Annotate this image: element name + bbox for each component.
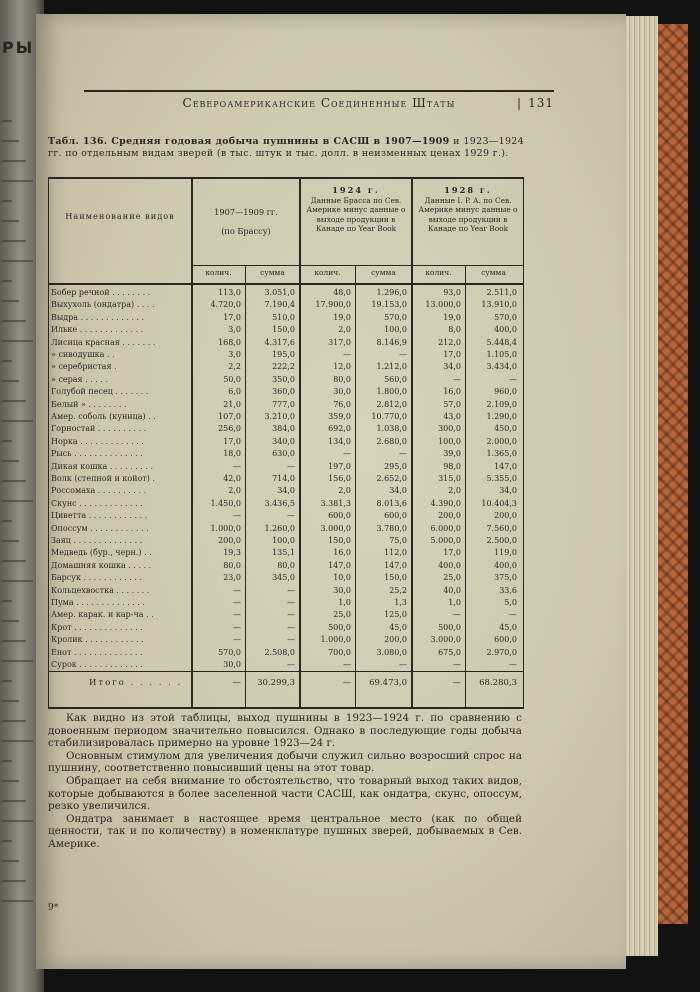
table-cell: 3.000,0 [320,523,351,533]
species-name: Голубой песец . . . . . . . [51,387,149,397]
table-cell: 317,0 [328,337,351,347]
table-row [49,350,523,360]
table-cell: 19.153,0 [371,300,407,310]
table-cell: 112,0 [384,548,407,558]
table-cell: 25,0 [443,573,461,583]
table-cell: 93,0 [443,288,461,297]
table-cell: 100,0 [272,536,295,545]
table-cell: 1,3 [394,598,407,607]
table-cell: — [343,350,351,359]
table-cell: 340,0 [272,436,295,446]
table-cell: 34,0 [277,486,295,496]
species-name: Белый » . . . . . . . . [51,399,127,409]
table-cell: 75,0 [389,536,407,545]
header-group-1924 [303,185,409,234]
table-cell: 570,0 [218,647,241,657]
table-cell: 2.812,0 [376,399,407,409]
table-cell: 119,0 [494,548,517,558]
table-cell: — [287,511,295,521]
table-cell: 19,3 [223,548,241,558]
species-name: Пума . . . . . . . . . . . . . . [51,598,145,607]
table-cell: 1.038,0 [376,424,407,434]
table-cell: 359,0 [328,412,351,421]
table-cell: 33,6 [499,585,517,595]
table-cell: 34,0 [443,362,461,372]
table-caption-text: и 1923—1924 гг. по отдельным видам зверей (в тыс. штук и тыс. долл. в неизменных ценах 1929 г.). [48,136,524,159]
table-cell: 30,0 [223,660,241,669]
table-row [49,511,523,521]
table-cell: 18,0 [223,449,241,459]
table-row [49,424,523,434]
table-cell: 147,0 [384,560,407,570]
species-name: Горностай . . . . . . . . . . [51,424,147,434]
table-cell: 156,0 [328,474,351,483]
header-group-1928-label: 1928 г. [444,185,492,195]
table-cell: 10.770,0 [371,412,407,421]
table-cell: 8.013,6 [376,498,407,508]
species-name: » сиводушка . . [51,350,115,359]
table-cell: — [233,635,241,645]
table-cell: 4.317,6 [264,337,295,347]
table-cell: 16,0 [333,548,351,558]
species-name: Опоссум . . . . . . . . . . . . [51,523,149,533]
table-cell: 23,0 [223,573,241,583]
previous-page-title: РЫ [2,38,35,57]
table-cell: 400,0 [494,560,517,570]
table-cell: 34,0 [499,486,517,496]
table-cell: 17.900,0 [315,300,351,310]
table-row [49,313,523,323]
table-cell: 675,0 [438,647,461,657]
table-row [49,660,523,670]
table-cell: 113,0 [218,288,241,297]
table-cell: 1,0 [338,598,351,607]
table-cell: 50,0 [223,374,241,384]
table-row [49,300,523,310]
table-row [49,325,523,335]
header-group-1928 [415,185,521,234]
table-cell: 1.000,0 [210,523,241,533]
species-name: Кольцехвостка . . . . . . . [51,585,150,595]
table-cell: 6,0 [228,387,241,397]
subheader-sum: сумма [481,268,506,277]
species-name: Выхухоль (ондатра) . . . . [51,300,155,310]
table-row [49,338,523,348]
subheader-qty: колич. [205,268,232,277]
table-row [49,536,523,546]
table-cell: 350,0 [272,374,295,384]
table-cell: 400,0 [438,560,461,570]
table-cell: 39,0 [443,449,461,459]
table-cell: 98,0 [443,461,461,471]
table-cell: 2,0 [338,486,351,496]
table-cell: 10.404,3 [481,498,517,508]
table-cell: — [399,350,407,359]
table-cell: 777,0 [272,399,295,409]
table-cell: 3,0 [228,350,241,359]
table-cell: 80,0 [333,374,351,384]
paragraph: Основным стимулом для увеличения добычи служил сильно возросший спрос на пушнину, соответственно повысивший цены на этот товар. [48,749,522,775]
table-cell: 1.296,0 [376,288,407,297]
table-row [49,561,523,571]
table-cell: 600,0 [494,635,517,645]
species-name: Кролик . . . . . . . . . . . . [51,635,144,645]
table-cell: 200,0 [438,511,461,521]
table-cell: 500,0 [328,622,351,632]
paragraph: Обращает на себя внимание то обстоятельство, что товарный выход таких видов, которые добываются в более заселенной части САСШ, как ондатра, скунс, опоссум, резко увеличился. [48,774,522,813]
table-cell: 2.970,0 [486,647,517,657]
table-cell: — [453,610,461,620]
species-name: Енот . . . . . . . . . . . . . . [51,647,143,657]
table-cell: 150,0 [272,325,295,335]
table-cell: — [399,449,407,459]
table-cell: 692,0 [328,424,351,434]
table-cell: 400,0 [494,325,517,335]
table-row [49,623,523,633]
table-cell: — [287,635,295,645]
table-row [49,437,523,447]
fur-production-table [48,177,524,709]
table-cell: 8.146,9 [376,337,407,347]
header-group-1928-sub: Данные I. P. A. по Сев. Америке минус данные о выходе продукции в Канаде по Year Book [418,195,518,234]
species-name: Волк (степной и койот) . [51,474,155,483]
table-row [49,362,523,372]
table-cell: 3,0 [228,325,241,335]
table-row [49,412,523,422]
table-cell: 5.355,0 [486,474,517,483]
table-cell: 7.190,4 [264,300,295,310]
table-cell: 2.500,0 [486,536,517,545]
table-cell: 147,0 [328,560,351,570]
species-name: Норка . . . . . . . . . . . . . [51,436,144,446]
table-cell: 2,0 [448,486,461,496]
species-name: Домашняя кошка . . . . . [51,560,152,570]
species-name: Медведь (бур., черн.) . . [51,548,152,558]
table-cell: — [287,660,295,669]
header-group-1907-label: 1907—1909 гг. [214,207,278,217]
table-row [49,449,523,459]
species-name: Лисица красная . . . . . . . [51,337,156,347]
table-cell: 1.105,0 [486,350,517,359]
species-name: » серебристая . [51,362,117,372]
table-cell: 42,0 [223,474,241,483]
species-name: Бобер речной . . . . . . . . [51,288,151,297]
table-cell: 200,0 [384,635,407,645]
table-row [49,400,523,410]
table-cell: — [509,610,517,620]
subheader-sum: сумма [371,268,396,277]
table-cell: 25,2 [389,585,407,595]
table-row [49,648,523,658]
table-cell: 1.450,0 [210,498,241,508]
table-cell: 2.000,0 [486,436,517,446]
table-cell: 43,0 [443,412,461,421]
table-cell: — [233,585,241,595]
table-cell: 600,0 [384,511,407,521]
table-cell: — [343,449,351,459]
table-cell: 500,0 [438,622,461,632]
table-row [49,635,523,645]
table-cell: 200,0 [494,511,517,521]
table-cell: 48,0 [333,288,351,297]
table-row [49,474,523,484]
table-cell: 45,0 [389,622,407,632]
table-cell: — [453,660,461,669]
page-number: 131 [528,96,554,110]
species-name: Ильке . . . . . . . . . . . . . [51,325,144,335]
table-cell: — [287,585,295,595]
table-row [49,573,523,583]
table-cell: — [399,660,407,669]
table-cell: 30,0 [333,585,351,595]
table-cell: 375,0 [494,573,517,583]
table-cell: 21,0 [223,399,241,409]
table-caption [48,136,524,160]
table-cell: 1.365,0 [486,449,517,459]
table-cell: 3.051,0 [264,288,295,297]
table-cell: 222,2 [272,362,295,372]
table-cell: 2,0 [228,486,241,496]
species-name: Барсук . . . . . . . . . . . . [51,573,142,583]
table-cell: 100,0 [384,325,407,335]
table-cell: 45,0 [499,622,517,632]
table-cell: 34,0 [389,486,407,496]
table-cell: 4.390,0 [430,498,461,508]
table-cell: 700,0 [328,647,351,657]
table-cell: 3.000,0 [430,635,461,645]
table-cell: 5.448,4 [486,337,517,347]
table-cell: 147,0 [494,461,517,471]
table-cell: 2.511,0 [486,288,517,297]
table-cell: 1,0 [448,598,461,607]
table-cell: 2.652,0 [376,474,407,483]
table-row [49,462,523,472]
table-row [49,586,523,596]
table-cell: 4.720,0 [210,300,241,310]
total-cell: 68.280,3 [479,678,517,688]
table-cell: 57,0 [443,399,461,409]
table-cell: 960,0 [494,387,517,397]
table-cell: — [233,610,241,620]
table-cell: 1.800,0 [376,387,407,397]
table-cell: 384,0 [272,424,295,434]
table-cell: 134,0 [328,436,351,446]
total-cell: — [342,678,351,688]
table-row [49,610,523,620]
species-name: Дикая кошка . . . . . . . . . [51,461,153,471]
paragraph: Ондатра занимает в настоящее время центральное место (как по общей ценности, так и по количеству) в номенклатуре пушных зверей, добываемых в Сев. Америке. [48,812,522,850]
table-cell: — [453,374,461,384]
running-head-title: Североамериканские Соединенные Штаты [182,96,456,110]
table-cell: 168,0 [218,337,241,347]
table-cell: 630,0 [272,449,295,459]
header-group-1907-sub: (по Брассу) [221,225,271,236]
table-cell: 315,0 [438,474,461,483]
table-cell: 13.910,0 [481,300,517,310]
total-label: Итого . . . . . . [89,678,183,688]
table-cell: 3.381,3 [320,498,351,508]
table-cell: 19,0 [443,312,461,322]
table-cell: 150,0 [384,573,407,583]
table-cell: 5,0 [504,598,517,607]
species-name: Циветта . . . . . . . . . . . . [51,511,148,521]
table-cell: 510,0 [272,312,295,322]
table-cell: 19,0 [333,312,351,322]
table-cell: — [287,622,295,632]
body-text [48,712,522,851]
table-cell: 295,0 [384,461,407,471]
species-name: Скунс . . . . . . . . . . . . . [51,498,143,508]
header-species-name: Наименование видов [65,211,175,221]
table-row [49,387,523,397]
species-name: » серая . . . . . [51,374,109,384]
table-cell: 17,0 [443,548,461,558]
table-cell: 560,0 [384,374,407,384]
table-cell: 450,0 [494,424,517,434]
table-row [49,499,523,509]
table-cell: 40,0 [443,585,461,595]
species-name: Амер. карак. и кар-ча . . [51,610,154,620]
table-cell: 3.080,0 [376,647,407,657]
subheader-sum: сумма [260,268,285,277]
table-cell: — [233,461,241,471]
table-cell: 25,0 [333,610,351,620]
species-name: Рысь . . . . . . . . . . . . . . [51,449,143,459]
table-cell: 212,0 [438,337,461,347]
table-row [49,486,523,496]
table-cell: — [287,598,295,607]
table-cell: 1.290,0 [486,412,517,421]
table-cell: — [509,660,517,669]
table-cell: 13.000,0 [425,300,461,310]
species-name: Крот . . . . . . . . . . . . . . [51,622,143,632]
table-cell: 570,0 [494,312,517,322]
subheader-qty: колич. [314,268,341,277]
table-cell: 17,0 [443,350,461,359]
subheader-qty: колич. [425,268,452,277]
table-cell: 5.000,0 [430,536,461,545]
table-cell: 3.434,0 [486,362,517,372]
header-group-1924-sub: Данные Брасса по Сев. Америке минус данные о выходе продукции в Канаде по Year Book [306,195,406,234]
table-cell: 6.000,0 [430,523,461,533]
running-head: Североамериканские Соединенные Штаты | 131 [84,90,554,112]
table-cell: 1.260,0 [264,523,295,533]
species-name: Россомаха . . . . . . . . . . [51,486,147,496]
table-cell: 714,0 [272,474,295,483]
table-cell: 570,0 [384,312,407,322]
table-cell: 17,0 [223,312,241,322]
table-cell: 197,0 [328,461,351,471]
species-name: Амер. соболь (куница) . . [51,412,156,421]
table-row [49,524,523,534]
header-group-1907 [195,207,297,236]
table-cell: 3.780,0 [376,523,407,533]
table-cell: — [287,610,295,620]
table-cell: — [509,374,517,384]
table-cell: 10,0 [333,573,351,583]
table-cell: 345,0 [272,573,295,583]
table-row [49,288,523,298]
table-row [49,598,523,608]
table-cell: 1.000,0 [320,635,351,645]
table-cell: 7.560,0 [486,523,517,533]
table-cell: 8,0 [448,325,461,335]
table-cell: — [233,622,241,632]
table-cell: 17,0 [223,436,241,446]
book-binding [655,24,688,924]
table-cell: 195,0 [272,350,295,359]
total-cell: 30.299,3 [257,678,295,688]
table-cell: 2.508,0 [264,647,295,657]
table-cell: 3.210,0 [264,412,295,421]
table-cell: 3.436,5 [264,498,295,508]
table-cell: 80,0 [277,560,295,570]
table-cell: 600,0 [328,511,351,521]
table-cell: 80,0 [223,560,241,570]
table-cell: 300,0 [438,424,461,434]
species-name: Заяц . . . . . . . . . . . . . . [51,536,143,545]
table-cell: 200,0 [218,536,241,545]
printer-signature: 9* [48,903,59,913]
table-cell: — [233,511,241,521]
header-group-1924-label: 1924 г. [332,185,380,195]
total-cell: 69.473,0 [369,678,407,688]
table-cell: — [287,461,295,471]
total-cell: — [452,678,461,688]
table-cell: 125,0 [384,610,407,620]
paragraph: Как видно из этой таблицы, выход пушнины в 1923—1924 г. по сравнению с довоенным периодом значительно повысился. Однако в последующие годы добыча стабилизировалась примерно на уровне 1923—24 г. [48,712,522,750]
table-cell: 2,0 [338,325,351,335]
table-caption-title: Табл. 136. Средняя годовая добыча пушнины в САСШ в 1907—1909 [48,136,450,147]
table-cell: 1.212,0 [376,362,407,372]
table-cell: — [233,598,241,607]
table-cell: — [343,660,351,669]
table-cell: 2.109,0 [486,399,517,409]
table-cell: 135,1 [272,548,295,558]
table-cell: 2,2 [228,362,241,372]
table-cell: 30,0 [333,387,351,397]
table-cell: 16,0 [443,387,461,397]
table-cell: 76,0 [333,399,351,409]
table-cell: 107,0 [218,412,241,421]
table-cell: 100,0 [438,436,461,446]
total-row [49,679,523,693]
page-edges [622,16,658,956]
table-cell: 150,0 [328,536,351,545]
table-row [49,375,523,385]
species-name: Сурок . . . . . . . . . . . . . [51,660,143,669]
table-cell: 256,0 [218,424,241,434]
species-name: Выдра . . . . . . . . . . . . . [51,312,145,322]
table-cell: 360,0 [272,387,295,397]
total-cell: — [232,678,241,688]
table-cell: 12,0 [333,362,351,372]
table-cell: 2.680,0 [376,436,407,446]
table-row [49,548,523,558]
